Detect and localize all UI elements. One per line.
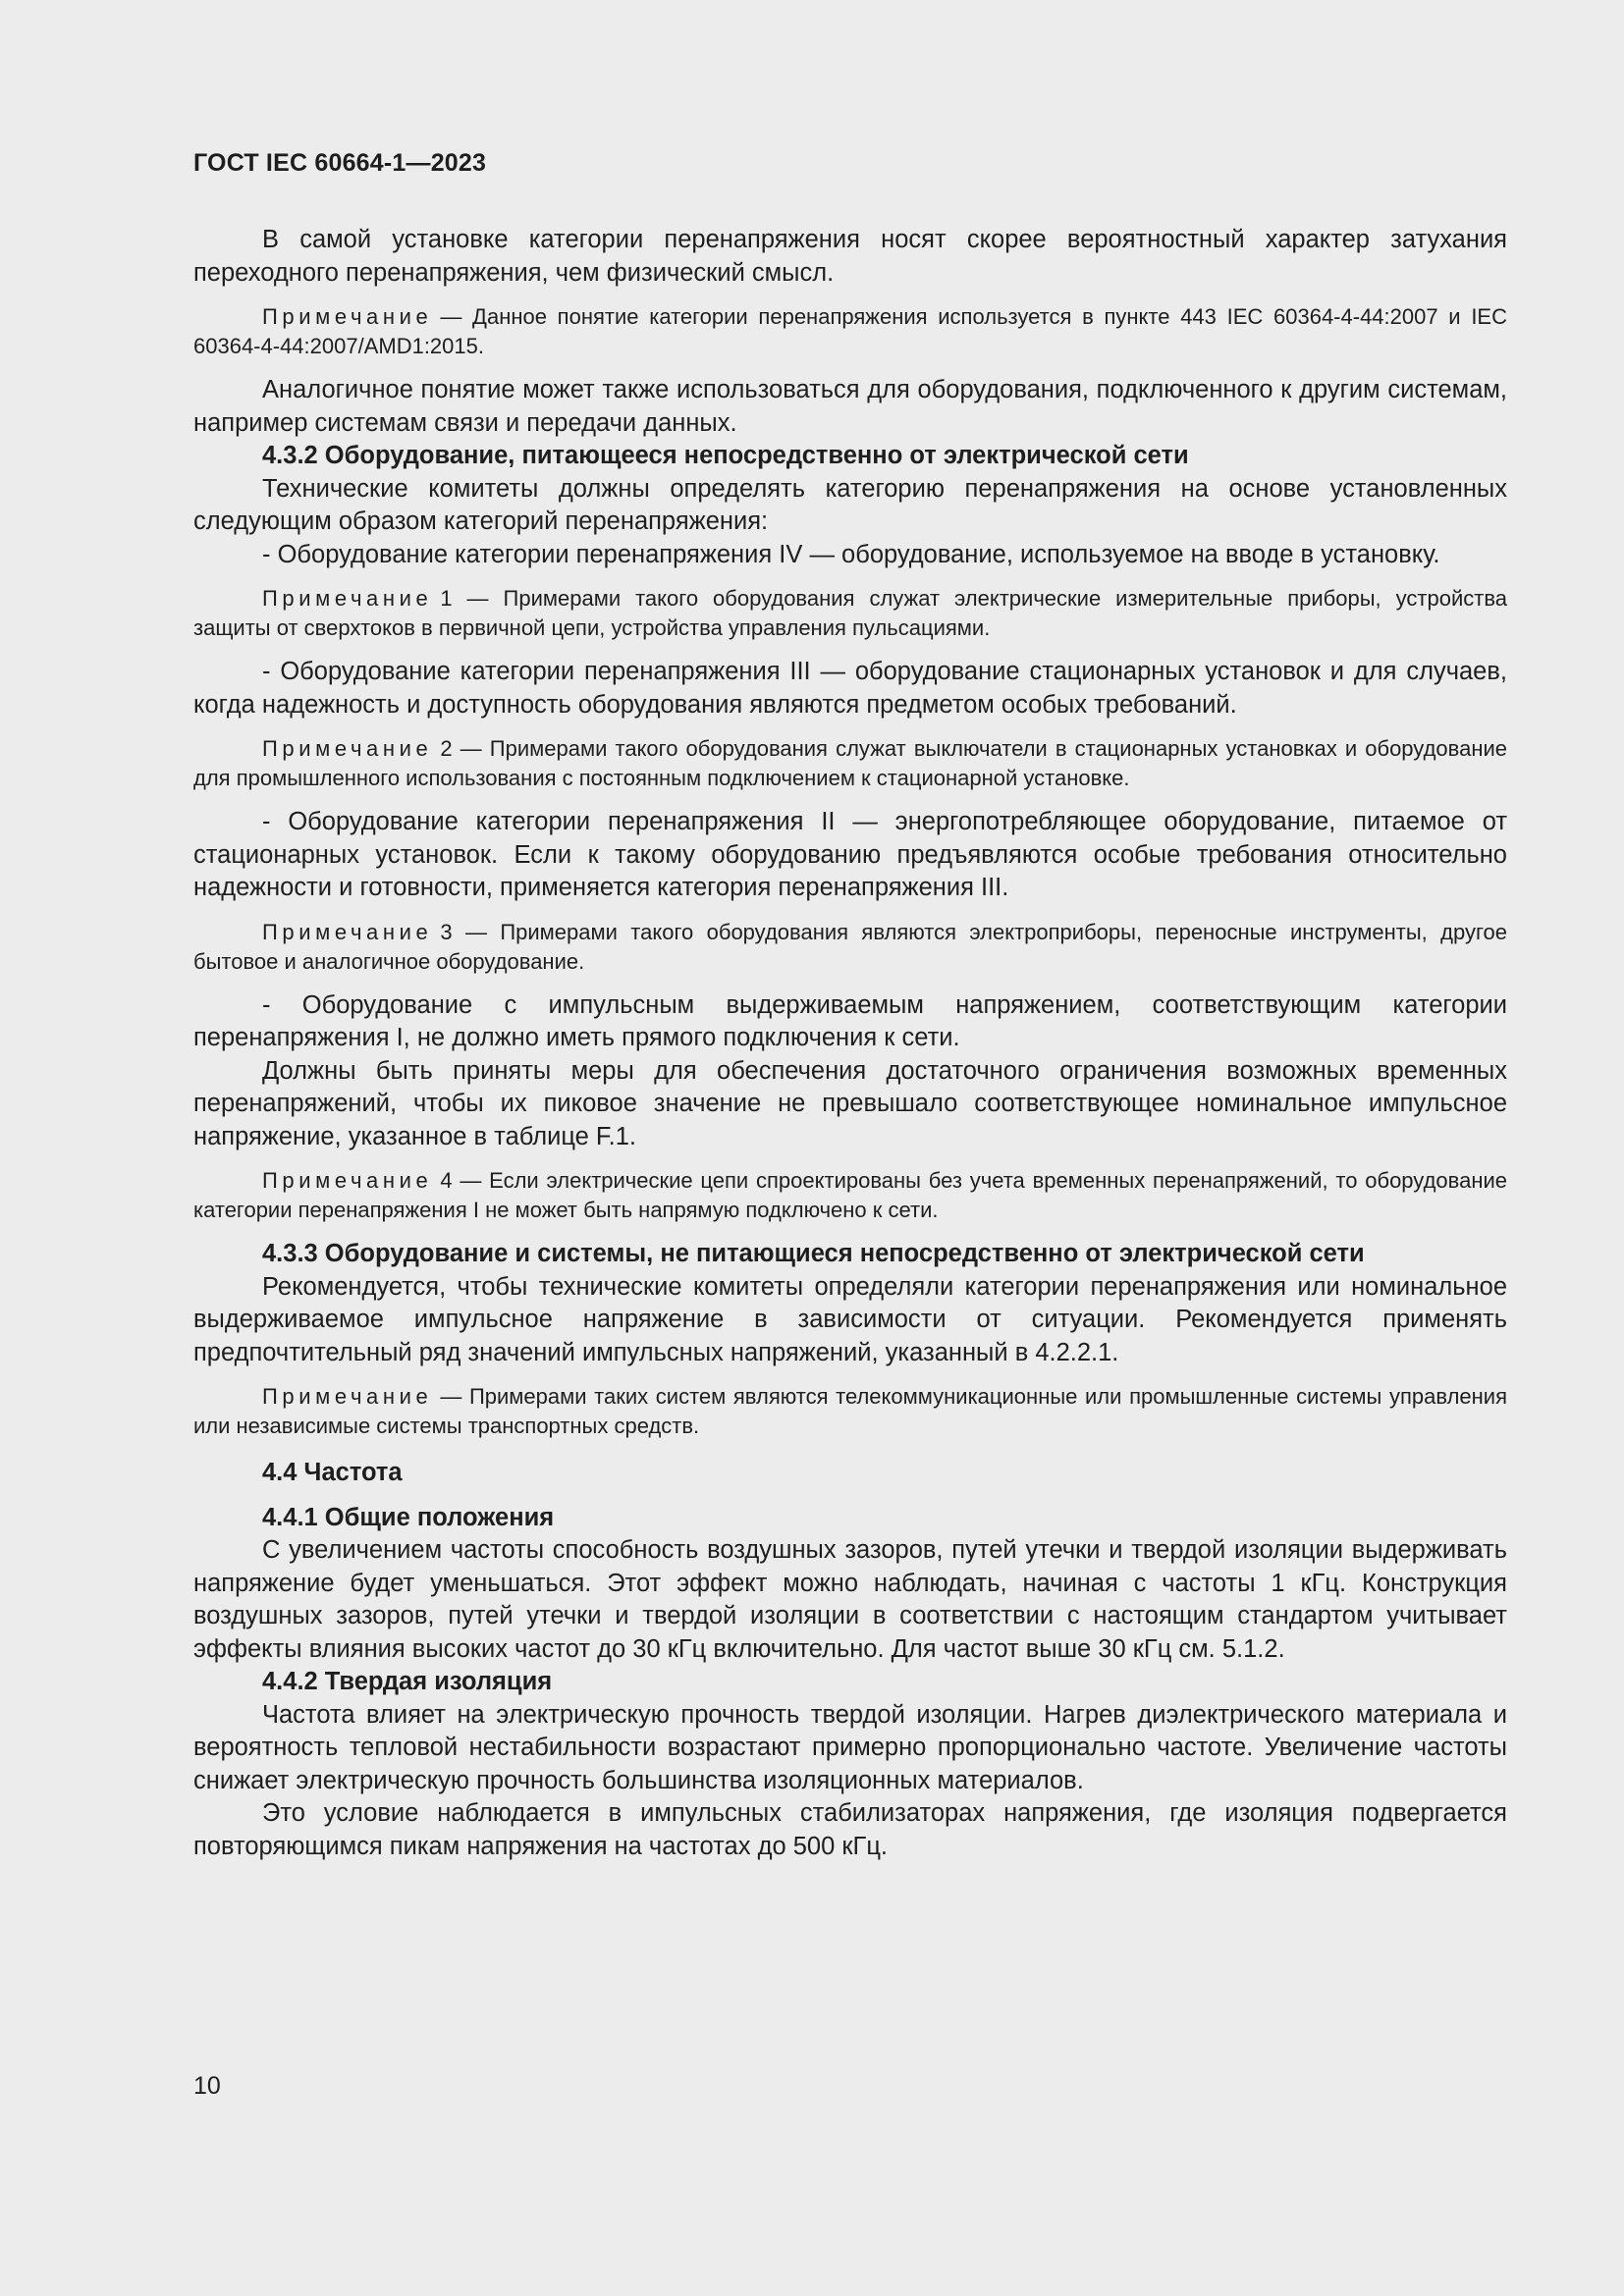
note bbox=[193, 918, 1507, 977]
note-label: Примечание bbox=[262, 736, 433, 761]
note-text: — Примерами таких систем являются телекоммуникационные или промышленные системы управления или независимые системы транспортных средств. bbox=[193, 1384, 1507, 1438]
document-body bbox=[193, 224, 1507, 1863]
paragraph: Технические комитеты должны определять категорию перенапряжения на основе установленных следующим образом категорий перенапряжения: bbox=[193, 474, 1507, 535]
section-heading-4-4-2: 4.4.2 Твердая изоляция bbox=[262, 1668, 553, 1695]
note-label: Примечание bbox=[262, 919, 433, 944]
note-text: 3 — Примерами такого оборудования являются электроприборы, переносные инструменты, другое бытовое и аналогичное оборудование. bbox=[193, 919, 1507, 974]
list-item: - Оборудование категории перенапряжения III — оборудование стационарных установок и для случаев, когда надежность и доступность оборудования являются предметом особых требований. bbox=[193, 658, 1507, 719]
paragraph: Частота влияет на электрическую прочность твердой изоляции. Нагрев диэлектрического материала и вероятность тепловой нестабильности возрастают примерно пропорционально частоте. Увеличение частоты снижает электрическую прочность большинства изоляционных материалов. bbox=[193, 1700, 1507, 1794]
paragraph: С увеличением частоты способность воздушных зазоров, путей утечки и твердой изоляции выдерживать напряжение будет уменьшаться. Этот эффект можно наблюдать, начиная с частоты 1 кГц. Конструкция воздушных зазоров, путей утечки и твердой изоляции в соответствии с настоящим стандартом учитывает эффекты влияния высоких частот до 30 кГц включительно. Для частот выше 30 кГц см. 5.1.2. bbox=[193, 1536, 1507, 1663]
paragraph: Это условие наблюдается в импульсных стабилизаторах напряжения, где изоляция подвергается повторяющимся пикам напряжения на частотах до 500 кГц. bbox=[193, 1799, 1507, 1860]
document-header: ГОСТ IEC 60664-1—2023 bbox=[193, 149, 487, 177]
paragraph: Должны быть приняты меры для обеспечения достаточного ограничения возможных временных перенапряжений, чтобы их пиковое значение не превышало соответствующее номинальное импульсное напряжение, указанное в таблице F.1. bbox=[193, 1056, 1507, 1150]
paragraph: Аналогичное понятие может также использоваться для оборудования, подключенного к другим системам, например системам связи и передачи данных. bbox=[193, 376, 1507, 437]
paragraph: Рекомендуется, чтобы технические комитеты определяли категории перенапряжения или номинальное выдерживаемое импульсное напряжение в зависимости от ситуации. Рекомендуется применять предпочтительный ряд значений импульсных напряжений, указанный в 4.2.2.1. bbox=[193, 1272, 1507, 1366]
list-item: - Оборудование категории перенапряжения IV — оборудование, используемое на вводе в установку. bbox=[262, 540, 1440, 568]
paragraph: В самой установке категории перенапряжения носят скорее вероятностный характер затухания переходного перенапряжения, чем физический смысл. bbox=[193, 226, 1507, 287]
page-number: 10 bbox=[193, 2072, 221, 2100]
section-heading-4-3-3: 4.3.3 Оборудование и системы, не питающиеся непосредственно от электрической сети bbox=[262, 1240, 1365, 1267]
note-text: — Данное понятие категории перенапряжения используется в пункте 443 IEC 60364-4-44:2007 и IEC 60364-4-44:2007/AMD1:2015. bbox=[193, 304, 1507, 358]
note-label: Примечание bbox=[262, 1384, 433, 1409]
note-text: 2 — Примерами такого оборудования служат выключатели в стационарных установках и оборудование для промышленного использования с постоянным подключением к стационарной установке. bbox=[193, 736, 1507, 790]
note-label: Примечание bbox=[262, 304, 433, 329]
section-heading-4-3-2: 4.3.2 Оборудование, питающееся непосредственно от электрической сети bbox=[262, 442, 1189, 469]
section-heading-4-4-1: 4.4.1 Общие положения bbox=[262, 1503, 555, 1531]
note bbox=[193, 302, 1507, 361]
section-heading-4-4: 4.4 Частота bbox=[262, 1459, 403, 1486]
note bbox=[193, 734, 1507, 793]
note bbox=[193, 584, 1507, 643]
note-text: 1 — Примерами такого оборудования служат электрические измерительные приборы, устройства защиты от сверхтоков в первичной цепи, устройства управления пульсациями. bbox=[193, 586, 1507, 640]
note-text: 4 — Если электрические цепи спроектированы без учета временных перенапряжений, то оборудование категории перенапряжения I не может быть напрямую подключено к сети. bbox=[193, 1168, 1507, 1222]
list-item: - Оборудование с импульсным выдерживаемым напряжением, соответствующим категории перенапряжения I, не должно иметь прямого подключения к сети. bbox=[193, 990, 1507, 1051]
note bbox=[193, 1382, 1507, 1441]
note bbox=[193, 1166, 1507, 1225]
list-item: - Оборудование категории перенапряжения II — энергопотребляющее оборудование, питаемое от стационарных установок. Если к такому оборудованию предъявляются особые требования относительно надежности и готовности, применяется категория перенапряжения III. bbox=[193, 808, 1507, 901]
note-label: Примечание bbox=[262, 586, 433, 611]
note-label: Примечание bbox=[262, 1168, 433, 1193]
